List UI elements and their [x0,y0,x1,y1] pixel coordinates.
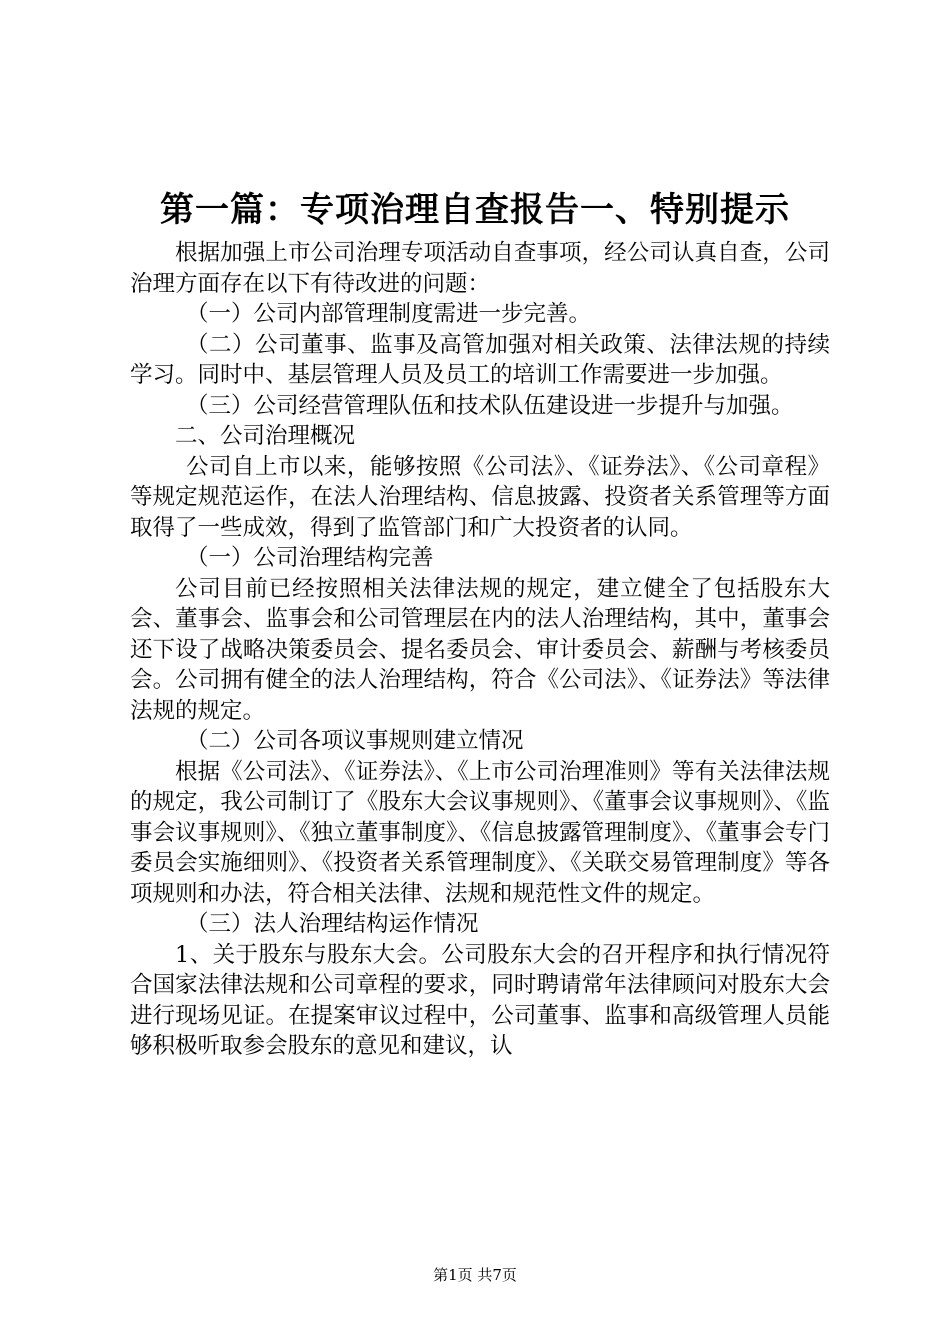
document-title: 第一篇：专项治理自查报告一、特别提示 [160,190,790,230]
paragraph-shareholders: 1、关于股东与股东大会。公司股东大会的召开程序和执行情况符合国家法律法规和公司章程的要求，同时聘请常年法律顾问对股东大会进行现场见证。在提案审议过程中，公司董事、监事和高级管理人员能够积极听取参会股东的意见和建议，认 [130,941,830,1059]
paragraph-overview: 公司自上市以来，能够按照《公司法》、《证券法》、《公司章程》等规定规范运作，在法人治理结构、信息披露、投资者关系管理等方面取得了一些成效，得到了监管部门和广大投资者的认同。 [130,453,830,541]
subheading-operation: （三）法人治理结构运作情况 [186,911,479,937]
page-number: 第1页 共7页 [433,1266,517,1284]
paragraph-issue-3: （三）公司经营管理队伍和技术队伍建设进一步提升与加强。 [186,392,794,419]
document-body [130,238,830,1062]
paragraph-structure: 公司目前已经按照相关法律法规的规定，建立健全了包括股东大会、董事会、监事会和公司管理层在内的法人治理结构，其中，董事会还下设了战略决策委员会、提名委员会、审计委员会、薪酬与考核委员会。公司拥有健全的法人治理结构，符合《公司法》、《证券法》等法律法规的规定。 [130,575,830,724]
subheading-rules: （二）公司各项议事规则建立情况 [186,728,524,754]
paragraph-intro: 根据加强上市公司治理专项活动自查事项，经公司认真自查，公司治理方面存在以下有待改进的问题： [130,240,830,297]
subheading-structure: （一）公司治理结构完善 [186,545,434,571]
paragraph-issue-1: （一）公司内部管理制度需进一步完善。 [186,301,592,327]
paragraph-rules: 根据《公司法》、《证券法》、《上市公司治理准则》等有关法律法规的规定，我公司制订了《股东大会议事规则》、《董事会议事规则》、《监事会议事规则》、《独立董事制度》、《信息披露管理制度》、《董事会专门委员会实施细则》、《投资者关系管理制度》、《关联交易管理制度》等各项规则和办法，符合相关法律、法规和规范性文件的规定。 [130,758,830,907]
section-heading-overview: 二、公司治理概况 [175,423,356,449]
paragraph-issue-2: （二）公司董事、监事及高管加强对相关政策、法律法规的持续学习。同时中、基层管理人员及员工的培训工作需要进一步加强。 [130,331,830,388]
